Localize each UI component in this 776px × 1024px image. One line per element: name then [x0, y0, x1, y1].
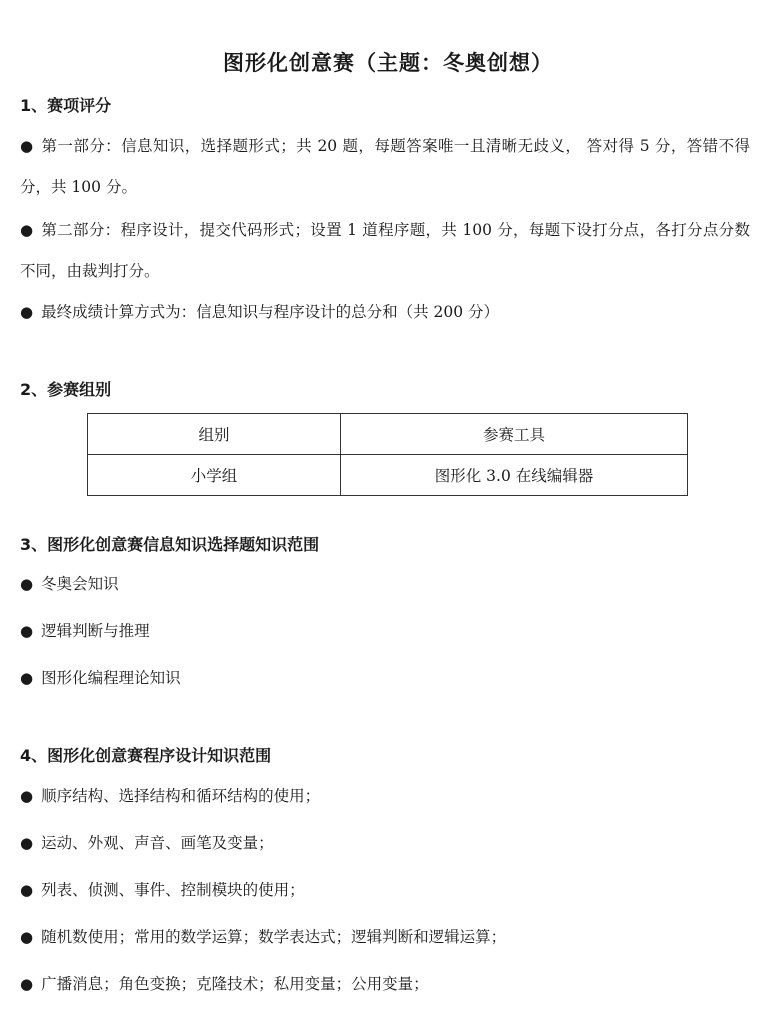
bullet-text: 图形化编程理论知识 [41, 669, 181, 687]
bullet-text: 逻辑判断与推理 [41, 622, 150, 640]
bullet-dot: ● [20, 834, 34, 852]
table-cell: 图形化 3.0 在线编辑器 [341, 455, 688, 496]
bullet-text: 第一部分：信息知识，选择题形式；共 20 题，每题答案唯一且清晰无歧义， 答对得 5 分，答错不得分，共 100 分。 [20, 137, 750, 196]
list-item [20, 572, 750, 596]
bullet-dot: ● [20, 221, 34, 239]
list-item [20, 831, 750, 855]
bullet-text: 列表、侦测、事件、控制模块的使用； [41, 881, 305, 899]
list-item [20, 972, 750, 996]
table-cell: 小学组 [88, 455, 341, 496]
bullet-dot: ● [20, 881, 34, 899]
section-heading-scoring: 1、赛项评分 [20, 96, 112, 115]
table-header-cell: 组别 [88, 414, 341, 455]
groups-table [87, 413, 688, 496]
bullet-text: 第二部分：程序设计，提交代码形式；设置 1 道程序题，共 100 分，每题下设打分点，各打分点分数不同，由裁判打分。 [20, 221, 750, 280]
list-item [20, 784, 750, 808]
scoring-bullet-final [20, 300, 750, 324]
list-item [20, 878, 750, 902]
bullet-dot: ● [20, 975, 34, 993]
table-header-row [88, 414, 688, 455]
bullet-dot: ● [20, 928, 34, 946]
bullet-dot: ● [20, 575, 34, 593]
bullet-dot: ● [20, 137, 34, 155]
bullet-text: 顺序结构、选择结构和循环结构的使用； [41, 787, 321, 805]
bullet-text: 随机数使用；常用的数学运算；数学表达式；逻辑判断和逻辑运算； [41, 928, 507, 946]
document-title: 图形化创意赛（主题：冬奥创想） [223, 51, 553, 75]
list-item [20, 619, 750, 643]
scoring-bullet-part-two [20, 210, 750, 292]
list-item [20, 666, 750, 690]
bullet-text: 广播消息；角色变换；克隆技术；私用变量；公用变量； [41, 975, 429, 993]
list-item [20, 925, 750, 949]
section-heading-knowledge-scope: 3、图形化创意赛信息知识选择题知识范围 [20, 535, 320, 554]
bullet-dot: ● [20, 303, 34, 321]
section-heading-programming-scope: 4、图形化创意赛程序设计知识范围 [20, 746, 272, 765]
bullet-text: 冬奥会知识 [41, 575, 119, 593]
table-row [88, 455, 688, 496]
bullet-text: 运动、外观、声音、画笔及变量； [41, 834, 274, 852]
bullet-text: 最终成绩计算方式为：信息知识与程序设计的总分和（共 200 分） [41, 303, 500, 321]
scoring-bullet-part-one [20, 126, 750, 208]
bullet-dot: ● [20, 622, 34, 640]
section-heading-groups: 2、参赛组别 [20, 380, 112, 399]
bullet-dot: ● [20, 787, 34, 805]
bullet-dot: ● [20, 669, 34, 687]
table-header-cell: 参赛工具 [341, 414, 688, 455]
